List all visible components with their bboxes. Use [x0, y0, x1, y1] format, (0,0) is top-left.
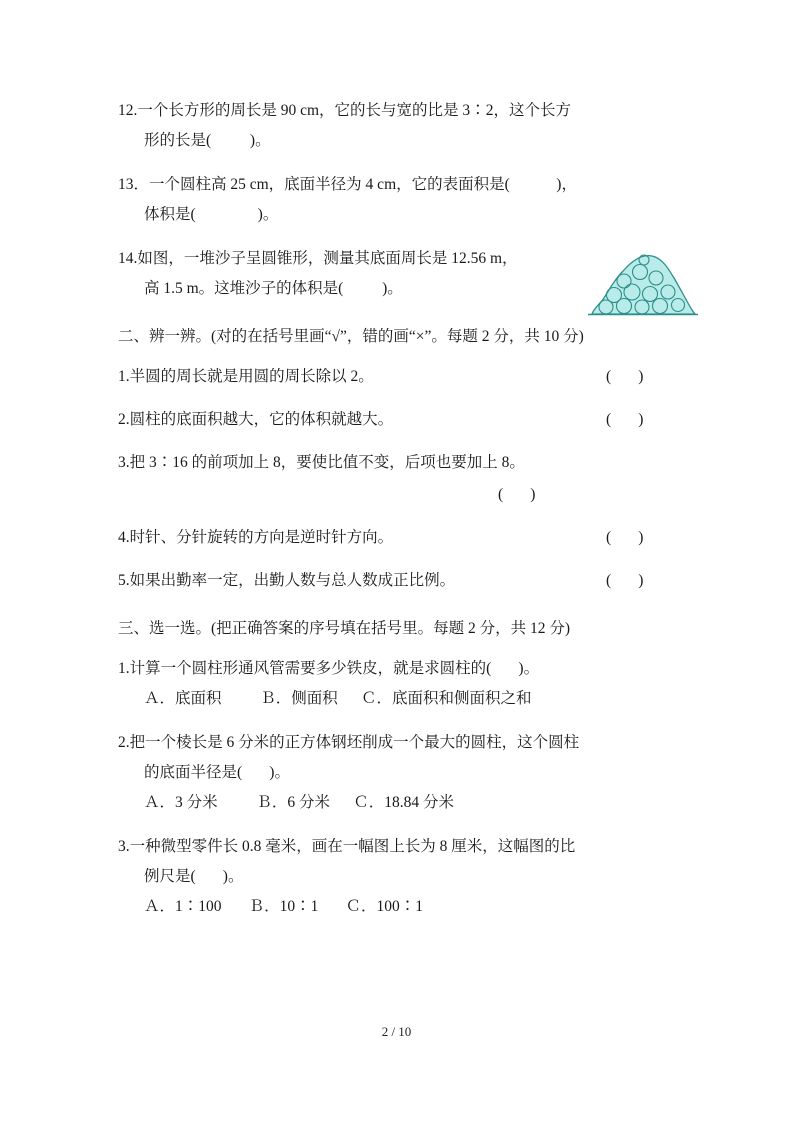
tf-item-2-answer-box[interactable]: ( ) — [606, 411, 644, 428]
choice-item-1-options[interactable]: Ａ．底面积 Ｂ．侧面积 Ｃ．底面积和侧面积之和 — [144, 690, 532, 707]
choice-item-3 — [118, 832, 678, 922]
question-13 — [118, 170, 678, 230]
tf-item-1 — [118, 362, 678, 392]
page-number: 2 / 10 — [381, 1024, 412, 1039]
question-14-line-2: 高 1.5 m。这堆沙子的体积是( )。 — [144, 280, 403, 297]
question-12-line-2: 形的长是( )。 — [144, 132, 271, 149]
question-14-line-1: 14.如图，一堆沙子呈圆锥形，测量其底面周长是 12.56 m， — [118, 250, 518, 267]
tf-item-5-text: 5.如果出勤率一定，出勤人数与总人数成正比例。 — [118, 572, 456, 589]
tf-item-3 — [118, 448, 678, 510]
tf-item-5-answer-box[interactable]: ( ) — [606, 572, 644, 589]
tf-item-1-answer-box[interactable]: ( ) — [606, 368, 644, 385]
question-12-line-1: 12.一个长方形的周长是 90 cm，它的长与宽的比是 3∶2，这个长方 — [118, 102, 571, 119]
question-13-line-2: 体积是( )。 — [144, 206, 279, 223]
tf-item-4-text: 4.时针、分针旋转的方向是逆时针方向。 — [118, 529, 394, 546]
choice-item-2 — [118, 728, 678, 818]
choice-item-2-line-2: 的底面半径是( )。 — [144, 764, 290, 781]
tf-item-3-answer-box[interactable]: ( ) — [498, 486, 536, 503]
tf-item-1-text: 1.半圆的周长就是用圆的周长除以 2。 — [118, 368, 374, 385]
choice-item-2-line-1: 2.把一个棱长是 6 分米的正方体钢坯削成一个最大的圆柱，这个圆柱 — [118, 734, 580, 751]
tf-item-4 — [118, 523, 678, 553]
choice-item-3-line-1: 3.一种微型零件长 0.8 毫米，画在一幅图上长为 8 厘米，这幅图的比 — [118, 838, 576, 855]
question-14 — [118, 244, 678, 304]
question-13-line-1: 13．一个圆柱高 25 cm，底面半径为 4 cm，它的表面积是( )， — [118, 176, 577, 193]
tf-item-5 — [118, 566, 678, 596]
tf-item-3-text: 3.把 3∶16 的前项加上 8，要使比值不变，后项也要加上 8。 — [118, 454, 525, 471]
choice-item-1 — [118, 654, 678, 714]
question-12 — [118, 96, 678, 156]
section-2-heading: 二、辨一辨。(对的在括号里画“√”，错的画“×”。每题 2 分，共 10 分) — [118, 328, 584, 345]
tf-item-4-answer-box[interactable]: ( ) — [606, 529, 644, 546]
choice-item-1-line-1: 1.计算一个圆柱形通风管需要多少铁皮，就是求圆柱的( )。 — [118, 660, 540, 677]
page-content — [118, 96, 678, 936]
choice-item-3-options[interactable]: Ａ．1∶100 Ｂ．10∶1 Ｃ．100∶1 — [144, 898, 424, 915]
sand-cone-icon — [584, 248, 700, 322]
section-3-heading: 三、选一选。(把正确答案的序号填在括号里。每题 2 分，共 12 分) — [118, 620, 571, 637]
choice-item-3-line-2: 例尺是( )。 — [144, 868, 244, 885]
tf-item-2 — [118, 405, 678, 435]
tf-item-2-text: 2.圆柱的底面积越大，它的体积就越大。 — [118, 411, 394, 428]
choice-item-2-options[interactable]: Ａ．3 分米 Ｂ．6 分米 Ｃ．18.84 分米 — [144, 794, 455, 811]
